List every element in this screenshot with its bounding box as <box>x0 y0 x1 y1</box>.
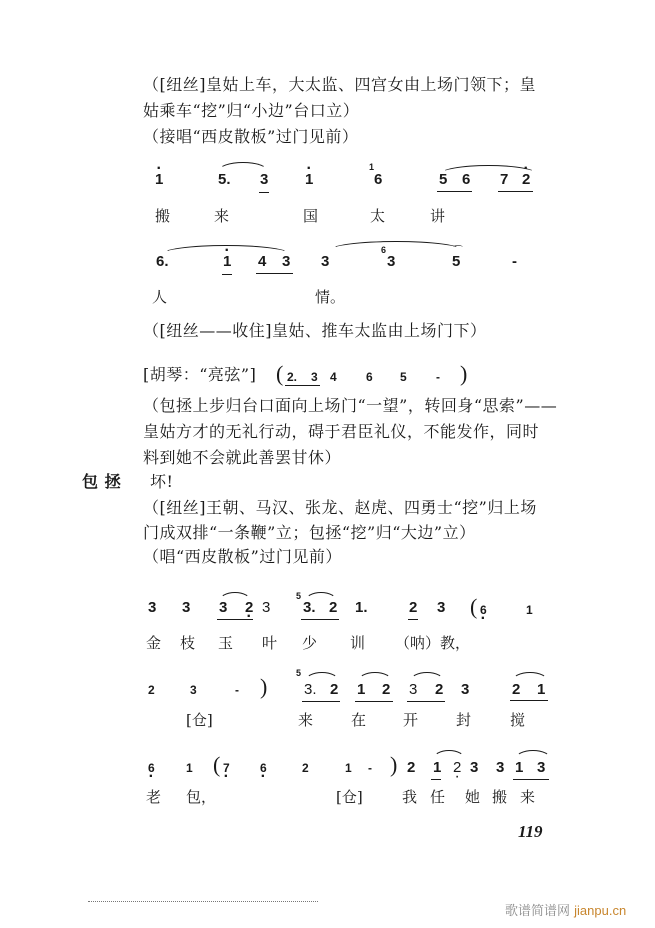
underline <box>407 701 445 702</box>
note: - <box>436 370 440 384</box>
lyric-percussion: [仓] <box>186 711 213 729</box>
watermark-cn: 歌谱简谱网 <box>505 904 571 919</box>
note: 2 <box>330 681 339 698</box>
lyric: 在 <box>351 711 367 729</box>
slur-arrow <box>218 162 268 171</box>
lyric: 来 <box>520 788 536 806</box>
note: 2 <box>302 761 309 775</box>
lyric-percussion: [仓] <box>336 788 363 806</box>
slur <box>515 750 551 759</box>
paren-open: ( <box>470 594 478 619</box>
note: 7 · <box>223 760 230 776</box>
note: 6 · <box>480 602 487 618</box>
slur <box>330 241 462 250</box>
note: 2 <box>382 681 391 698</box>
note: 2 <box>435 681 444 698</box>
paren-close: ) <box>460 361 468 386</box>
note: 6 · <box>148 760 155 776</box>
note: 1 <box>357 681 366 698</box>
note: 7 <box>500 171 509 188</box>
stage-direction-1-line-1: （[纽丝]皇姑上车，大太监、四宫女由上场门领下；皇 <box>143 75 536 94</box>
note: 1 <box>526 603 533 617</box>
note: 3 <box>262 599 271 616</box>
page-number: 119 <box>518 822 543 841</box>
note: 3 <box>219 599 228 616</box>
note: 3 <box>387 253 396 270</box>
slur <box>433 750 465 759</box>
grace-note: 5 <box>296 668 302 678</box>
lyric: 封 <box>456 711 472 729</box>
underline <box>498 191 533 192</box>
lyric: 叶 <box>262 634 278 652</box>
paren-close: ) <box>390 752 398 777</box>
slur <box>358 672 392 681</box>
note-dash: - <box>512 253 517 270</box>
lyric: 包， <box>186 788 217 806</box>
lyric: 金 <box>146 634 162 652</box>
note: 3. <box>304 681 317 698</box>
huqin-label: [胡琴：“亮弦”] <box>143 365 257 384</box>
note: - <box>235 683 239 697</box>
lyric: 少 <box>302 634 318 652</box>
lyric: 国 <box>303 207 319 225</box>
underline <box>510 700 548 701</box>
note: 3 <box>148 599 157 616</box>
lyric: 枝 <box>180 634 196 652</box>
note: 3 <box>182 599 191 616</box>
paren-close: ) <box>260 674 268 699</box>
note: · 2 <box>522 172 530 188</box>
underline <box>256 273 293 274</box>
slur <box>305 672 339 681</box>
note: 3 <box>409 681 418 698</box>
note: 3 <box>537 759 546 776</box>
underline <box>222 274 232 275</box>
note: 6 <box>366 370 373 384</box>
note: 6 <box>462 171 471 188</box>
stage-direction-1-line-2: 姑乘车“挖”归“小边”台口立） <box>143 101 360 120</box>
note: 3 <box>461 681 470 698</box>
note: 2. <box>287 370 298 384</box>
grace-note: 6 <box>381 245 387 255</box>
note: · 1 <box>155 172 163 188</box>
stage-direction-2: （接唱“西皮散板”过门见前） <box>143 127 359 146</box>
underline <box>513 779 549 780</box>
lyric: 情。 <box>315 288 346 306</box>
grace-note: 1 <box>369 162 375 172</box>
note: 3 <box>190 683 197 697</box>
speaker-name: 包 拯 <box>82 472 122 491</box>
note: 5 <box>439 171 448 188</box>
note: 2 · <box>245 600 253 616</box>
paren-open: ( <box>276 361 284 386</box>
underline <box>301 619 339 620</box>
underline <box>431 779 441 780</box>
note: 3 <box>470 759 479 776</box>
note: · 1 <box>223 254 231 270</box>
stage-direction-4-line-3: 料到她不会就此善罢甘休） <box>143 448 342 467</box>
lyric: （呐）教， <box>395 634 471 652</box>
note: - <box>368 761 372 775</box>
stage-direction-4-line-1: （包拯上步归台口面向上场门“一望”，转回身“思索”—— <box>143 396 558 415</box>
note: 2 <box>407 759 416 776</box>
note: 1 <box>186 761 193 775</box>
note: 3 <box>260 171 269 188</box>
note: 4 <box>258 253 267 270</box>
lyric: 训 <box>350 634 366 652</box>
stage-direction-4-line-2: 皇姑方才的无礼行动，碍于君臣礼仪，不能发作，同时 <box>143 422 540 441</box>
note: 4 <box>330 370 337 384</box>
note: 2 <box>512 681 521 698</box>
note-fermata: 5 <box>452 253 461 270</box>
watermark <box>505 900 626 919</box>
note: 3 <box>321 253 330 270</box>
note: 1 <box>515 759 524 776</box>
note: 3 <box>496 759 505 776</box>
lyric: 讲 <box>430 207 446 225</box>
note: 1 <box>345 761 352 775</box>
lyric: 玉 <box>218 634 234 652</box>
note: 3. <box>303 599 316 616</box>
note: 6 · <box>260 760 267 776</box>
note: 6 <box>374 171 383 188</box>
grace-note: 5 <box>296 591 302 601</box>
slur <box>512 672 548 681</box>
lyric: 人 <box>152 288 168 306</box>
lyric: 任 <box>430 788 446 806</box>
underline <box>355 701 393 702</box>
speaker-line: 坏! <box>150 472 174 491</box>
lyric: 太 <box>370 207 386 225</box>
lyric: 来 <box>214 207 230 225</box>
lyric: 老 <box>146 788 162 806</box>
lyric: 开 <box>403 711 419 729</box>
stage-direction-6: （唱“西皮散板”过门见前） <box>143 547 342 566</box>
note: · 1 <box>305 172 313 188</box>
fermata-icon: ⌒ <box>453 246 463 257</box>
lyric: 搬 <box>492 788 508 806</box>
note: 2 <box>409 599 418 616</box>
underline <box>217 619 253 620</box>
note: 3 <box>437 599 446 616</box>
watermark-en: jianpu.cn <box>574 903 627 918</box>
scan-artifact-divider <box>88 901 318 904</box>
paren-open: ( <box>213 752 221 777</box>
stage-direction-5-line-2: 门成双排“一条鞭”立；包拯“挖”归“大边”立） <box>143 523 476 542</box>
lyric: 搬 <box>155 207 171 225</box>
note: 2 · <box>453 760 461 776</box>
note: 3 <box>282 253 291 270</box>
underline <box>259 192 269 193</box>
note: 2 <box>329 599 338 616</box>
underline <box>408 619 418 620</box>
lyric: 她 <box>465 788 481 806</box>
underline <box>437 191 472 192</box>
note: 5 <box>400 370 407 384</box>
underline <box>285 385 320 386</box>
note: 1 <box>433 759 442 776</box>
lyric: 来 <box>298 711 314 729</box>
stage-direction-3: （[纽丝——收住]皇姑、推车太监由上场门下） <box>143 321 487 340</box>
slur <box>410 672 444 681</box>
lyric: 搅 <box>510 711 526 729</box>
note: 1. <box>355 599 368 616</box>
note: 6. <box>156 253 169 270</box>
note: 5. <box>218 171 231 188</box>
underline <box>302 701 340 702</box>
note: 3 <box>311 370 318 384</box>
note: 1 <box>537 681 546 698</box>
stage-direction-5-line-1: （[纽丝]王朝、马汉、张龙、赵虎、四勇士“挖”归上场 <box>143 498 537 517</box>
note: 2 <box>148 683 155 697</box>
lyric: 我 <box>402 788 418 806</box>
